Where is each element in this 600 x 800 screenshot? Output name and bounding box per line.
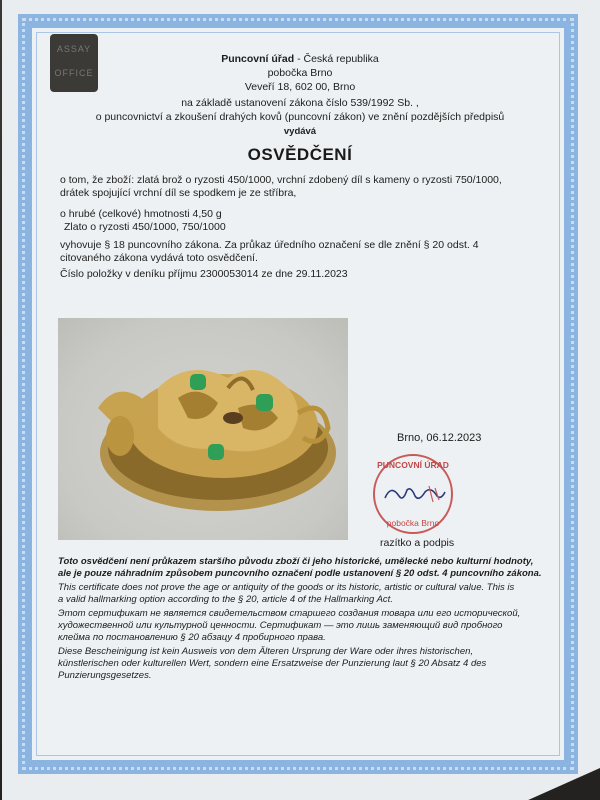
office-address: Veveří 18, 602 00, Brno	[244, 81, 356, 93]
stamp-top-text: PUNCOVNÍ ÚŘAD	[377, 460, 449, 470]
disclaimer-de-2: künstlerischen oder kulturellen Wert, sondern eine Ersatzweise der Punzierung laut § 20 Absatz 4 des	[58, 658, 487, 669]
stamp-bottom-text: pobočka Brno	[386, 518, 440, 528]
disclaimer-de-3: Punzierungsgesetzes.	[58, 670, 152, 681]
goods-description-1: o tom, že zboží: zlatá brož o ryzosti 450/1000, vrchní zdobený díl s kameny o ryzosti 750/1000,	[60, 174, 502, 186]
fineness-line: Zlato o ryzosti 450/1000, 750/1000	[64, 221, 226, 233]
seal-text-line-1: ASSAY	[56, 44, 92, 54]
record-number: Číslo položky v deníku příjmu 2300053014 ze dne 29.11.2023	[60, 268, 348, 280]
signature-scribble	[381, 482, 449, 506]
certificate-title: OSVĚDČENÍ	[247, 145, 353, 164]
disclaimer-cz-2: ale je pouze náhradním způsobem puncovního označení podle ustanovení § 20 odst. 4 puncovního zákona.	[58, 568, 542, 579]
compliance-line-2: citovaného zákona vydává toto osvědčení.	[60, 252, 258, 264]
place-and-date: Brno, 06.12.2023	[397, 432, 482, 444]
disclaimer-en-2: a valid hallmarking option according to the § 20, article 4 of the Hallmarking Act.	[58, 594, 393, 605]
brooch-photo	[58, 318, 348, 540]
office-branch: pobočka Brno	[267, 67, 333, 79]
office-stamp	[373, 454, 453, 534]
disclaimer-de-1: Diese Bescheinigung ist kein Ausweis von dem Älteren Ursprung der Ware oder ihres historischen,	[58, 646, 474, 657]
stamp-and-signature-label: razítko a podpis	[380, 537, 455, 549]
seal-text-line-2: OFFICE	[54, 68, 94, 78]
disclaimer-en-1: This certificate does not prove the age or antiquity of the goods or its historic, artistic or cultural value. This is	[58, 582, 515, 593]
goods-description-2: drátek spojující vrchní díl se spodkem je ze stříbra,	[60, 187, 297, 199]
disclaimer-ru-3: клейма по постановлению § 20 абзацу 4 пробирного права.	[58, 632, 326, 643]
disclaimer-ru-2: художественной или культурной ценности. Сертификат — это лишь заменяющий вид пробного	[58, 620, 503, 631]
disclaimer-cz-1: Toto osvědčení není průkazem staršího původu zboží či jeho historické, umělecké nebo kulturní hodnoty,	[58, 556, 534, 567]
office-title: Puncovní úřad - Česká republika	[221, 53, 379, 65]
disclaimer-ru-1: Этот сертификат не является свидетельством старшего создания товара или его исторической,	[58, 608, 521, 619]
compliance-line-1: vyhovuje § 18 puncovního zákona. Za průkaz úředního označení se dle znění § 20 odst. 4	[60, 239, 479, 251]
emerald-stone	[190, 374, 206, 390]
preamble-line-1: na základě ustanovení zákona číslo 539/1992 Sb. ,	[181, 97, 419, 109]
issues-label: vydává	[283, 126, 317, 137]
weight-line: o hrubé (celkové) hmotnosti 4,50 g	[60, 208, 222, 220]
preamble-line-2: o puncovnictví a zkoušení drahých kovů (puncovní zákon) ve znění pozdějších předpisů	[95, 111, 505, 123]
emerald-stone	[256, 394, 273, 411]
emerald-stone	[208, 444, 224, 460]
brooch-illustration	[58, 318, 348, 540]
